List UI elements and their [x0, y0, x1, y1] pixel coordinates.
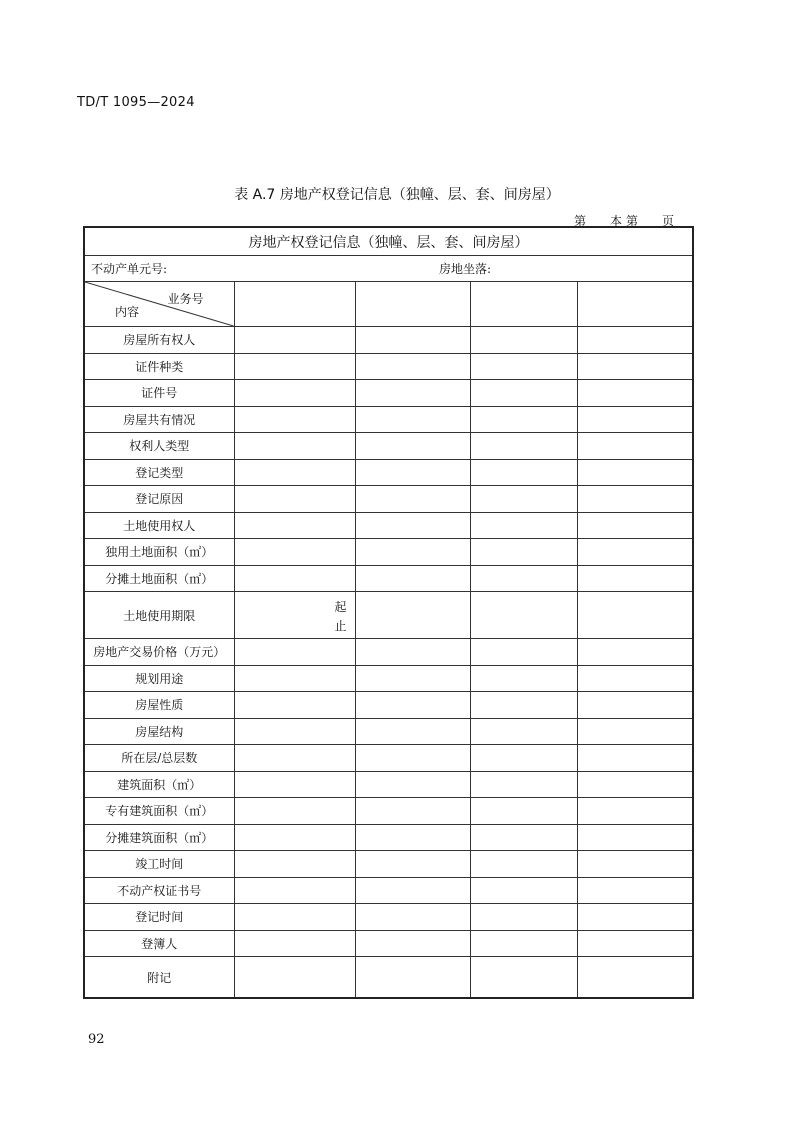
corner-row	[84, 282, 693, 327]
cell[interactable]	[470, 692, 577, 719]
cell[interactable]	[470, 565, 577, 592]
cell[interactable]	[355, 692, 470, 719]
cell[interactable]	[577, 718, 693, 745]
table-row	[84, 692, 693, 719]
cell[interactable]	[577, 433, 693, 460]
cell[interactable]	[234, 904, 355, 931]
period-cell[interactable]	[234, 592, 355, 639]
cell[interactable]	[470, 904, 577, 931]
cell[interactable]	[234, 282, 355, 327]
row-label: 权利人类型	[84, 433, 234, 460]
cell[interactable]	[234, 771, 355, 798]
cell[interactable]	[355, 851, 470, 878]
cell[interactable]	[470, 459, 577, 486]
table-row	[84, 930, 693, 957]
row-label: 所在层/总层数	[84, 745, 234, 772]
cell[interactable]	[577, 459, 693, 486]
cell[interactable]	[355, 718, 470, 745]
row-label: 分摊建筑面积（㎡）	[84, 824, 234, 851]
cell[interactable]	[577, 353, 693, 380]
cell[interactable]	[577, 824, 693, 851]
page-note-di2: 第	[626, 214, 639, 228]
row-label: 房屋共有情况	[84, 406, 234, 433]
cell[interactable]	[234, 353, 355, 380]
cell[interactable]	[234, 327, 355, 354]
corner-content: 内容	[115, 305, 140, 319]
meta-cell	[84, 256, 693, 282]
cell[interactable]	[355, 824, 470, 851]
cell[interactable]	[470, 353, 577, 380]
corner-business-number: 业务号	[167, 292, 204, 306]
row-label: 证件号	[84, 380, 234, 407]
table-row	[84, 565, 693, 592]
cell[interactable]	[577, 380, 693, 407]
table-row	[84, 665, 693, 692]
location-label: 房地坐落:	[439, 262, 492, 276]
page-number: 92	[88, 1032, 105, 1047]
cell[interactable]	[577, 745, 693, 772]
cell[interactable]	[234, 692, 355, 719]
cell[interactable]	[470, 877, 577, 904]
table-row	[84, 718, 693, 745]
row-label: 登记原因	[84, 486, 234, 513]
table-row	[84, 904, 693, 931]
cell[interactable]	[470, 771, 577, 798]
registration-table	[83, 226, 694, 999]
standard-code: TD/T 1095—2024	[77, 95, 195, 110]
table-row	[84, 486, 693, 513]
table-row-land-use-period	[84, 592, 693, 639]
cell[interactable]	[470, 592, 577, 639]
cell[interactable]	[577, 877, 693, 904]
cell[interactable]	[355, 512, 470, 539]
cell[interactable]	[355, 930, 470, 957]
cell[interactable]	[470, 718, 577, 745]
table-row	[84, 380, 693, 407]
table-row	[84, 877, 693, 904]
cell[interactable]	[355, 592, 470, 639]
cell[interactable]	[234, 798, 355, 825]
table-row	[84, 512, 693, 539]
cell[interactable]	[470, 824, 577, 851]
cell[interactable]	[470, 433, 577, 460]
cell[interactable]	[355, 406, 470, 433]
cell[interactable]	[577, 692, 693, 719]
cell[interactable]	[234, 406, 355, 433]
cell[interactable]	[355, 380, 470, 407]
cell[interactable]	[470, 957, 577, 999]
row-label: 登记类型	[84, 459, 234, 486]
cell[interactable]	[577, 539, 693, 566]
cell[interactable]	[577, 327, 693, 354]
diagonal-line	[85, 282, 234, 326]
table-row	[84, 798, 693, 825]
cell[interactable]	[355, 327, 470, 354]
cell[interactable]	[577, 565, 693, 592]
cell[interactable]	[577, 592, 693, 639]
row-label: 土地使用期限	[84, 592, 234, 639]
cell[interactable]	[577, 665, 693, 692]
cell[interactable]	[234, 639, 355, 666]
row-label: 规划用途	[84, 665, 234, 692]
row-label: 登簿人	[84, 930, 234, 957]
cell[interactable]	[234, 486, 355, 513]
cell[interactable]	[234, 718, 355, 745]
row-label: 房屋结构	[84, 718, 234, 745]
cell[interactable]	[234, 665, 355, 692]
cell[interactable]	[355, 539, 470, 566]
cell[interactable]	[470, 486, 577, 513]
row-label: 附记	[84, 957, 234, 999]
cell[interactable]	[234, 512, 355, 539]
cell[interactable]	[234, 851, 355, 878]
table-row	[84, 745, 693, 772]
cell[interactable]	[234, 433, 355, 460]
cell[interactable]	[470, 665, 577, 692]
unit-number-label: 不动产单元号:	[91, 262, 168, 276]
cell[interactable]	[470, 282, 577, 327]
page-note-di: 第	[574, 214, 587, 228]
row-label: 登记时间	[84, 904, 234, 931]
cell[interactable]	[355, 957, 470, 999]
cell[interactable]	[234, 539, 355, 566]
cell[interactable]	[234, 565, 355, 592]
cell[interactable]	[470, 406, 577, 433]
cell[interactable]	[234, 877, 355, 904]
cell[interactable]	[355, 877, 470, 904]
table-row	[84, 824, 693, 851]
cell[interactable]	[470, 930, 577, 957]
cell[interactable]	[470, 327, 577, 354]
table-row	[84, 353, 693, 380]
row-label: 证件种类	[84, 353, 234, 380]
cell[interactable]	[234, 745, 355, 772]
cell[interactable]	[470, 380, 577, 407]
cell[interactable]	[470, 798, 577, 825]
cell[interactable]	[355, 665, 470, 692]
period-start-label: 起	[334, 600, 347, 614]
cell[interactable]	[355, 459, 470, 486]
cell[interactable]	[577, 930, 693, 957]
page-note-ye: 页	[662, 214, 675, 228]
cell[interactable]	[577, 957, 693, 999]
cell[interactable]	[355, 353, 470, 380]
row-label: 建筑面积（㎡）	[84, 771, 234, 798]
table-row	[84, 771, 693, 798]
cell[interactable]	[470, 851, 577, 878]
cell[interactable]	[234, 824, 355, 851]
cell[interactable]	[234, 459, 355, 486]
cell[interactable]	[355, 798, 470, 825]
table-header: 房地产权登记信息（独幢、层、套、间房屋）	[84, 227, 693, 256]
corner-cell	[84, 282, 234, 327]
cell[interactable]	[470, 639, 577, 666]
cell[interactable]	[355, 639, 470, 666]
table-header-row	[84, 227, 693, 256]
table-row	[84, 851, 693, 878]
cell[interactable]	[355, 565, 470, 592]
table-row	[84, 459, 693, 486]
cell[interactable]	[355, 433, 470, 460]
cell[interactable]	[355, 771, 470, 798]
table-title: 表 A.7 房地产权登记信息（独幢、层、套、间房屋）	[234, 187, 560, 203]
cell[interactable]	[470, 512, 577, 539]
row-label: 分摊土地面积（㎡）	[84, 565, 234, 592]
row-label: 土地使用权人	[84, 512, 234, 539]
row-label: 专有建筑面积（㎡）	[84, 798, 234, 825]
cell[interactable]	[577, 798, 693, 825]
table-row	[84, 957, 693, 999]
cell[interactable]	[577, 486, 693, 513]
table-row	[84, 433, 693, 460]
cell[interactable]	[234, 930, 355, 957]
cell[interactable]	[577, 771, 693, 798]
meta-row	[84, 256, 693, 282]
table-row	[84, 406, 693, 433]
row-label: 竣工时间	[84, 851, 234, 878]
cell[interactable]	[234, 957, 355, 999]
cell[interactable]	[577, 282, 693, 327]
row-label: 不动产权证书号	[84, 877, 234, 904]
table-row	[84, 539, 693, 566]
cell[interactable]	[577, 406, 693, 433]
cell[interactable]	[470, 745, 577, 772]
cell[interactable]	[470, 539, 577, 566]
table-row	[84, 639, 693, 666]
cell[interactable]	[577, 904, 693, 931]
cell[interactable]	[355, 745, 470, 772]
period-end-label: 止	[334, 619, 347, 633]
row-label: 独用土地面积（㎡）	[84, 539, 234, 566]
row-label: 房屋所有权人	[84, 327, 234, 354]
row-label: 房地产交易价格（万元）	[84, 639, 234, 666]
cell[interactable]	[577, 851, 693, 878]
page-note-ben: 本	[610, 214, 623, 228]
cell[interactable]	[355, 904, 470, 931]
cell[interactable]	[577, 639, 693, 666]
table-row	[84, 327, 693, 354]
cell[interactable]	[355, 282, 470, 327]
row-label: 房屋性质	[84, 692, 234, 719]
cell[interactable]	[577, 512, 693, 539]
cell[interactable]	[355, 486, 470, 513]
cell[interactable]	[234, 380, 355, 407]
